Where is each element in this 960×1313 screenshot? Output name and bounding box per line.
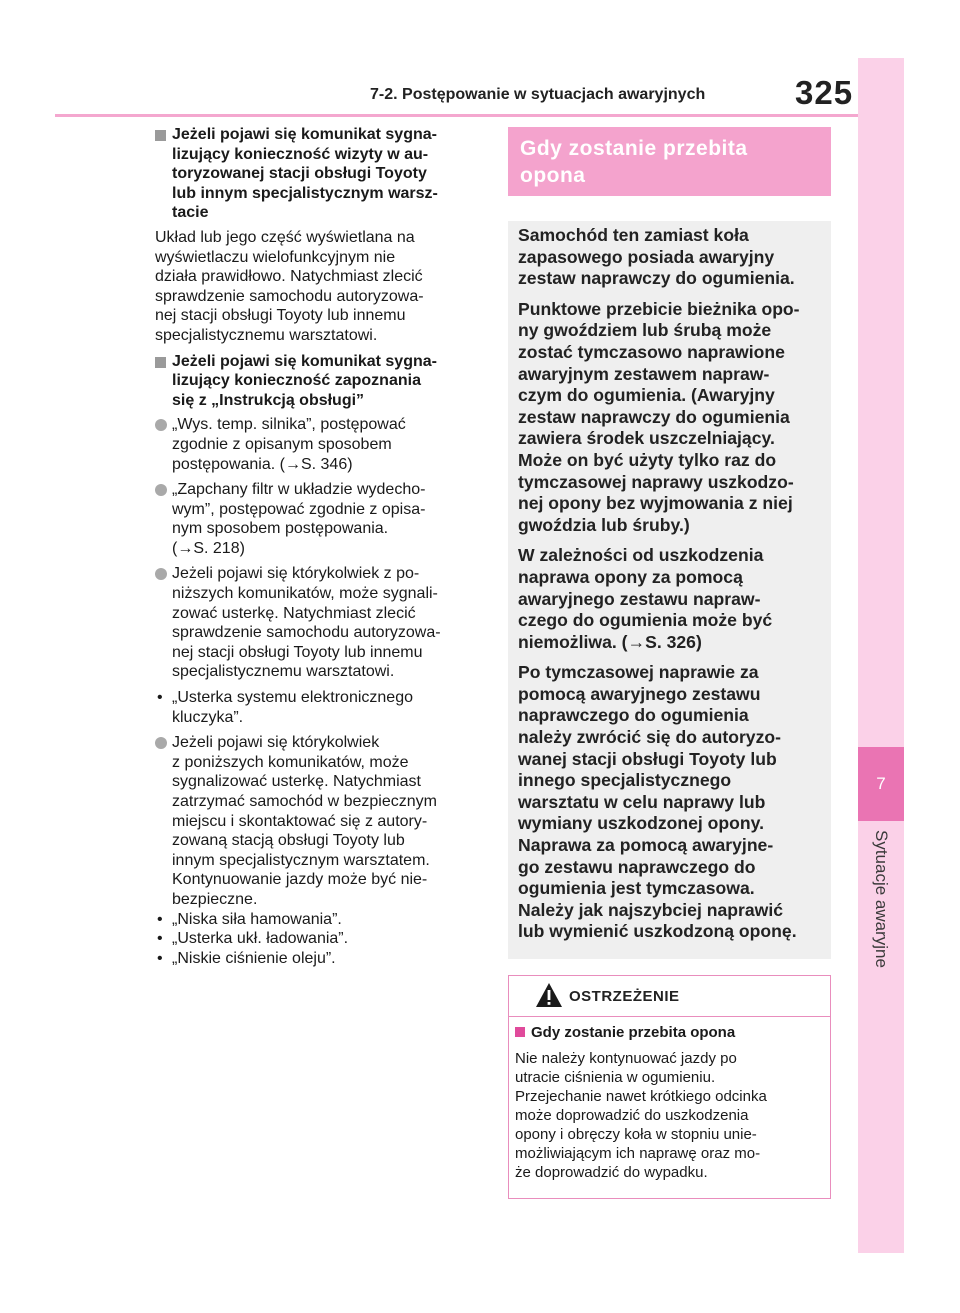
warning-body xyxy=(509,1017,830,1182)
page-reference-link[interactable]: niemożliwa. (→S. 326) xyxy=(518,631,702,652)
list-item-exhaust-filter: „Zapchany filtr w układzie wydecho- wym”, postępować zgodnie z opisa- nym sposobem postępowania. (→S. 218) xyxy=(155,480,490,558)
bullet-key-system: • „Usterka systemu elektronicznego kluczyka”. xyxy=(157,689,413,726)
list-item-engine-temp: „Wys. temp. silnika”, postępować zgodnie z opisanym sposobem postępowania. (→S. 346) xyxy=(155,415,490,474)
header-rule xyxy=(55,114,858,117)
bullet-oil-pressure: • „Niskie ciśnienie oleju”. xyxy=(157,949,336,967)
info-paragraph: Samochód ten zamiast koła zapasowego posiada awaryjny zestaw naprawczy do ogumienia. xyxy=(518,225,795,289)
bullet-brake-force: • „Niska siła hamowania”. xyxy=(157,910,342,928)
chapter-number-tab[interactable]: 7 xyxy=(858,747,904,821)
subheading-manual-message: Jeżeli pojawi się komunikat sygna- lizujący konieczność zapoznania się z „Instrukcją obsługi” xyxy=(155,352,490,411)
bullet-charging-system: • „Usterka ukł. ładowania”. xyxy=(157,930,349,948)
warning-subheading: Gdy zostanie przebita opona xyxy=(515,1023,824,1042)
section-title: 7-2. Postępowanie w sytuacjach awaryjnych xyxy=(370,86,706,103)
warning-title: OSTRZEŻENIE xyxy=(569,988,680,1005)
circle-bullet-icon xyxy=(155,419,167,431)
square-bullet-icon xyxy=(155,130,166,141)
circle-bullet-icon xyxy=(155,568,167,580)
paragraph-service: Układ lub jego część wyświetlana na wyświetlaczu wielofunkcyjnym nie działa prawidłowo. Natychmiast zlecić sprawdzenie samochodu autoryzowa- nej stacji obsługi Toyoty lub innemu specjalistycznemu warsztatowi. xyxy=(155,228,424,344)
bullet-dot-icon: • xyxy=(157,930,163,948)
list-item-malfunction: Jeżeli pojawi się którykolwiek z po- niższych komunikatów, może sygnali- zować usterkę. Natychmiast zlecić sprawdzenie samochodu autoryzowa- nej stacji obsługi Toyoty lub innemu specjalistycznemu warsztatowi. xyxy=(155,564,490,682)
bullet-dot-icon: • xyxy=(157,910,163,928)
info-paragraph: Po tymczasowej naprawie za pomocą awaryjnego zestawu naprawczego do ogumienia należy zwrócić się do autoryzo- wanej stacji obsługi Toyoty lub innego specjalistycznego warsztatu w celu naprawy lub wymiany uszkodzonej opony. Naprawa za pomocą awaryjne- go zestawu naprawczego do ogumienia jest tymczasowa. Należy jak najszybciej naprawić lub wymienić uszkodzoną oponę. xyxy=(518,662,797,942)
subheading-service-message: Jeżeli pojawi się komunikat sygna- lizujący konieczność wizyty w au- toryzowanej stacji obsługi Toyoty lub innym specjalistycznym warsz- tacie xyxy=(155,125,490,223)
page-reference-link[interactable]: postępowania. (→S. 346) xyxy=(172,455,353,473)
page-reference-link[interactable]: (→S. 218) xyxy=(172,539,245,557)
bullet-dot-icon: • xyxy=(157,689,163,707)
circle-bullet-icon xyxy=(155,737,167,749)
warning-header xyxy=(509,976,830,1017)
square-bullet-icon xyxy=(515,1027,525,1037)
square-bullet-icon xyxy=(155,357,166,368)
info-paragraph: W zależności od uszkodzenia naprawa opony za pomocą awaryjnego zestawu napraw- czego do ogumienia może być niemożliwa. (→S. 326) xyxy=(518,545,821,653)
warning-triangle-icon xyxy=(535,982,563,1008)
left-column xyxy=(155,125,490,968)
info-paragraph: Punktowe przebicie bieżnika opo- ny gwoździem lub śrubą może zostać tymczasowo naprawione awaryjnym zestawem napraw- czym do ogumienia. (Awaryjny zestaw naprawczy do ogumienia zawiera środek uszczelniający. Może on być użyty tylko raz do tymczasowej naprawy uszkodzo- nej opony bez wyjmowania z niej gwoździa lub śruby.) xyxy=(518,298,800,535)
bullet-dot-icon: • xyxy=(157,949,163,967)
list-item-stop-vehicle: Jeżeli pojawi się którykolwiek z poniższych komunikatów, może sygnalizować usterkę. Natychmiast zatrzymać samochód w bezpiecznym miejscu i skontaktować się z autory- zowaną stacją obsługi Toyoty lub innym specjalistycznym warsztatem. Kontynuowanie jazdy może być nie- bezpieczne. xyxy=(155,733,490,909)
page-number: 325 xyxy=(795,74,854,111)
warning-box xyxy=(508,975,831,1199)
chapter-title-vertical: Sytuacje awaryjne xyxy=(872,830,891,968)
info-box xyxy=(508,221,831,959)
warning-text: Nie należy kontynuować jazdy po utracie ciśnienia w ogumieniu. Przejechanie nawet krótkiego odcinka może doprowadzić do uszkodzenia opony i obręczy koła w stopniu unie- możliwiającym ich naprawę oraz mo- że doprowadzić do wypadku. xyxy=(515,1050,767,1181)
circle-bullet-icon xyxy=(155,484,167,496)
section-banner: Gdy zostanie przebita opona xyxy=(508,127,831,196)
